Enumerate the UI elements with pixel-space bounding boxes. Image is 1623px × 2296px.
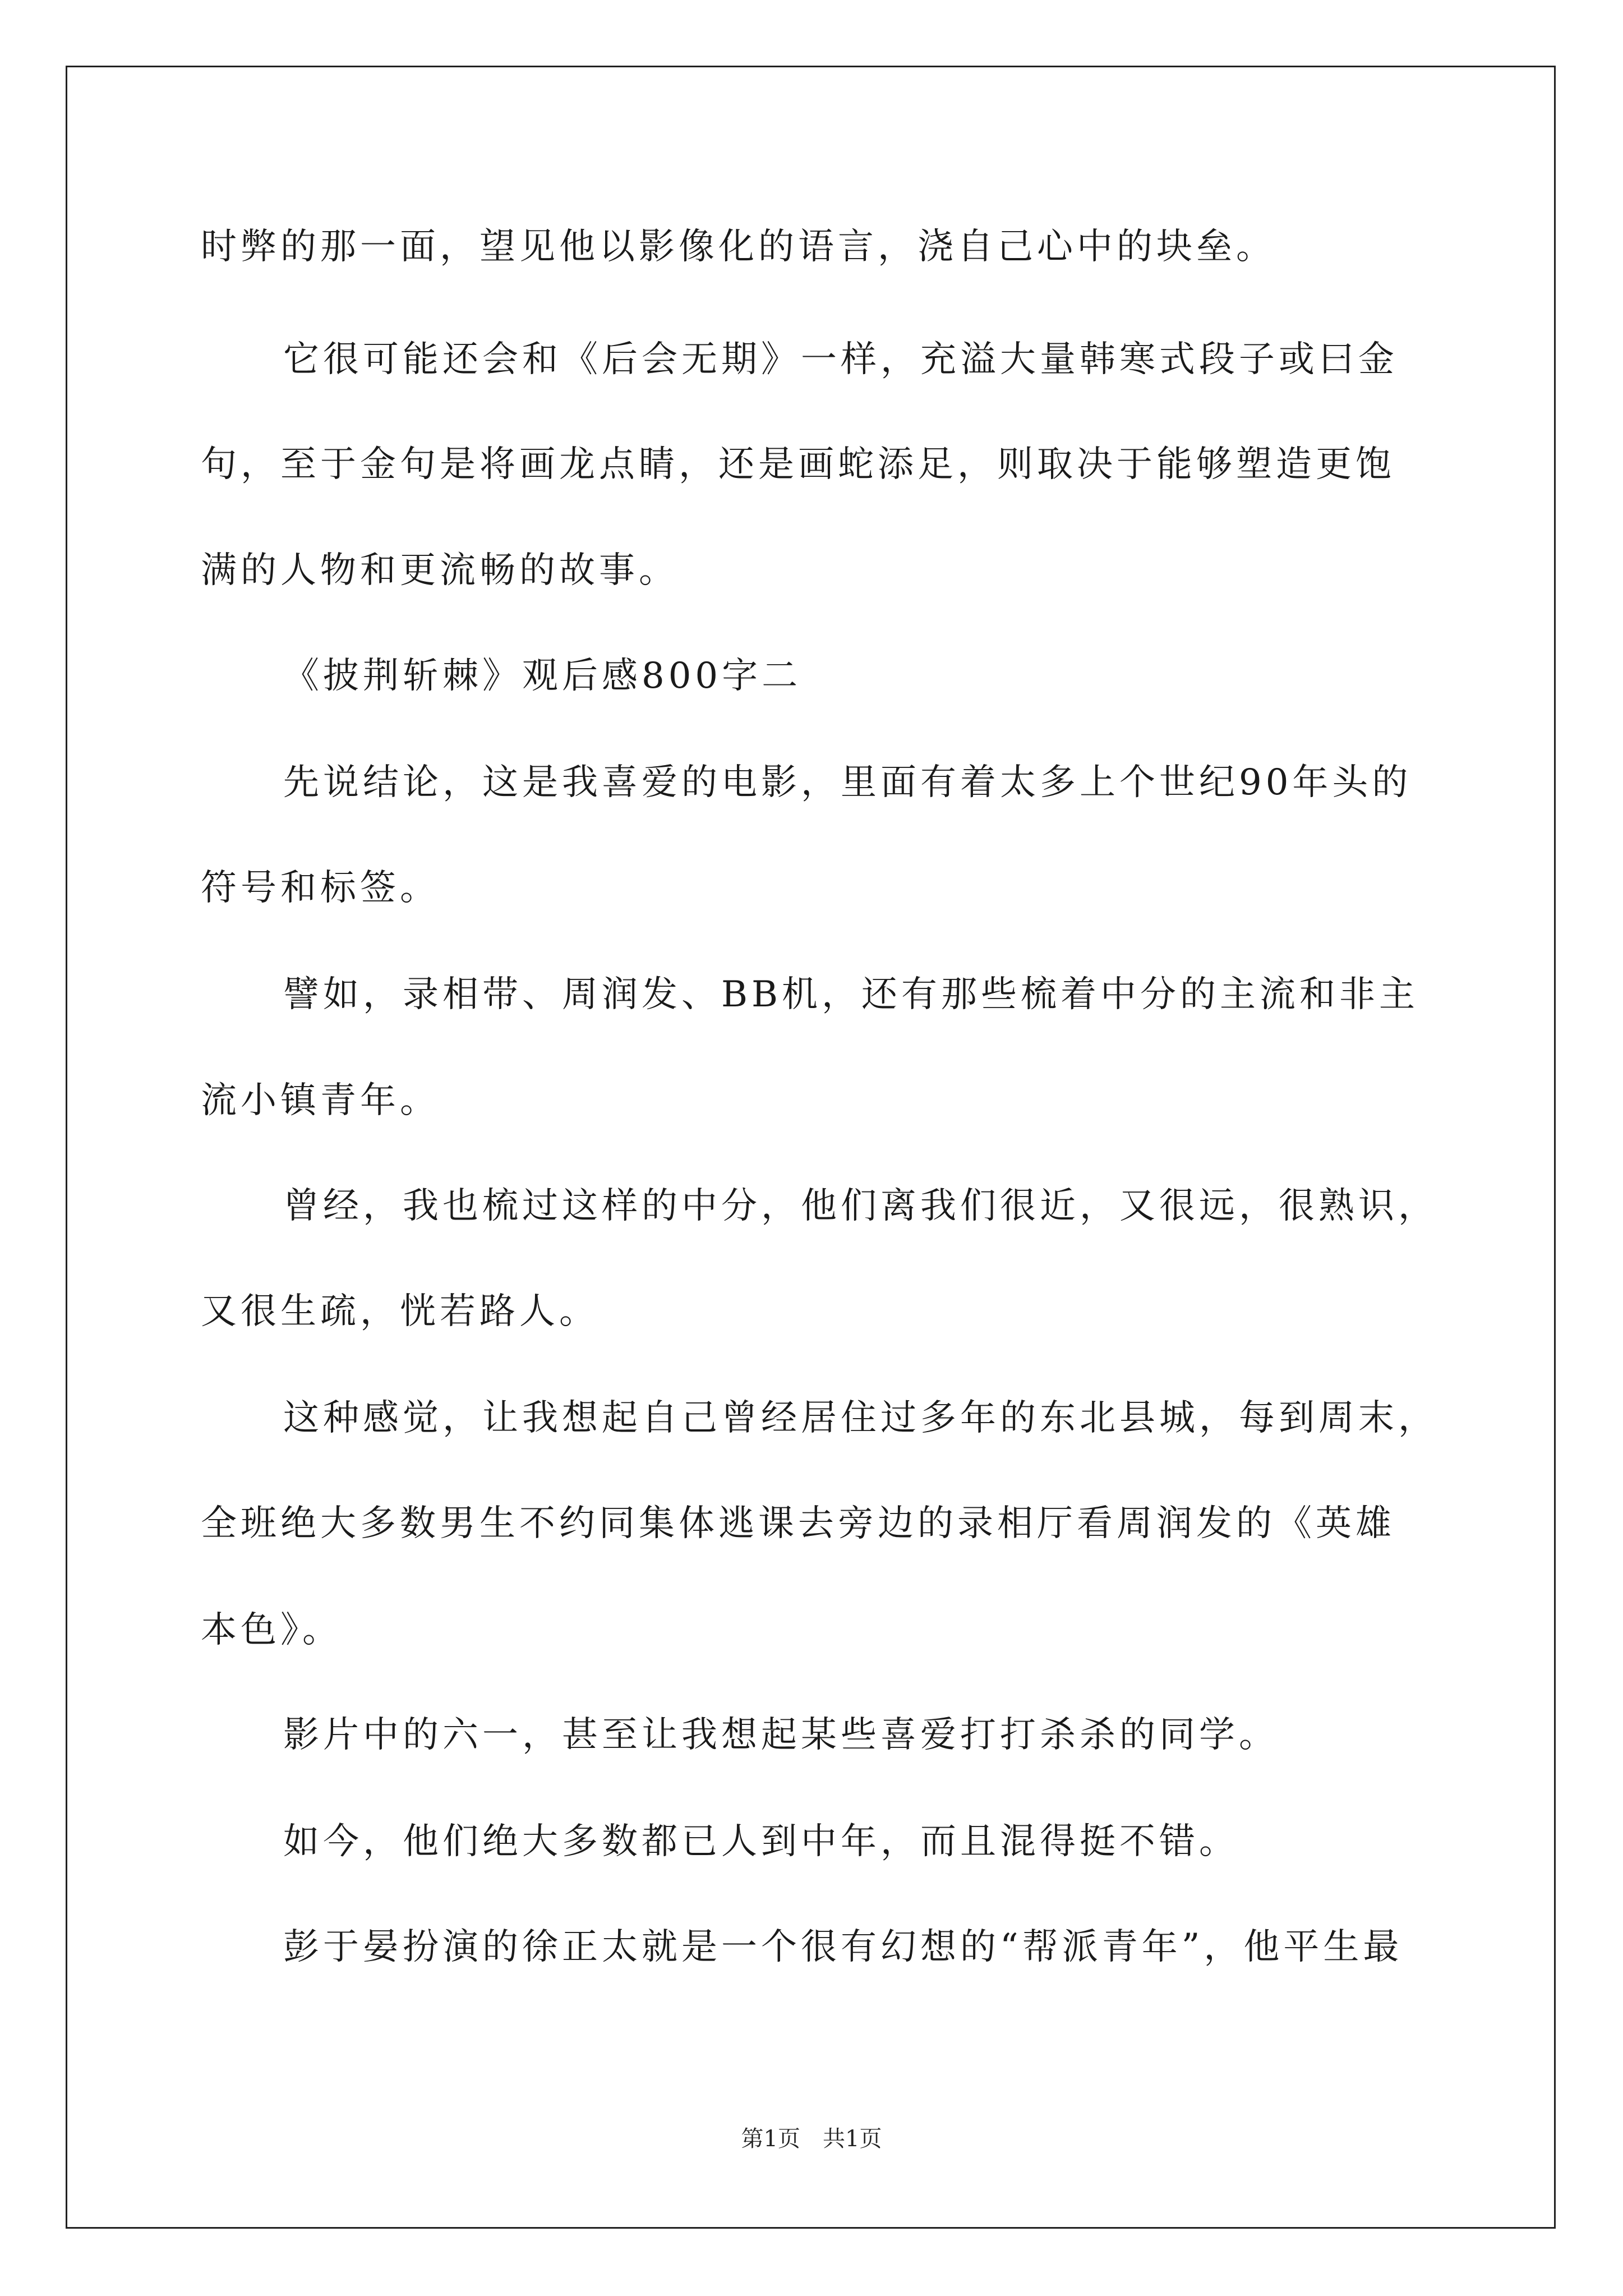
section-heading: 《披荆斩棘》观后感800字二 — [283, 655, 802, 697]
paragraph-line: 影片中的六一，甚至让我想起某些喜爱打打杀杀的同学。 — [283, 1714, 1279, 1756]
paragraph-line: 又很生疏，恍若路人。 — [201, 1291, 599, 1332]
paragraph-line: 它很可能还会和《后会无期》一样，充溢大量韩寒式段子或曰金 — [283, 339, 1398, 380]
paragraph-line: 譬如，录相带、周润发、BB机，还有那些梳着中分的主流和非主 — [283, 974, 1419, 1015]
paragraph-line: 先说结论，这是我喜爱的电影，里面有着太多上个世纪90年头的 — [283, 762, 1412, 803]
page-border — [66, 66, 1556, 2229]
paragraph-line: 彭于晏扮演的徐正太就是一个很有幻想的“帮派青年”，他平生最 — [283, 1926, 1403, 1968]
paragraph-line: 时弊的那一面，望见他以影像化的语言，浇自己心中的块垒。 — [201, 226, 1276, 268]
paragraph-line: 流小镇青年。 — [201, 1080, 440, 1121]
paragraph-line: 句，至于金句是将画龙点睛，还是画蛇添足，则取决于能够塑造更饱 — [201, 444, 1395, 485]
paragraph-line: 符号和标签。 — [201, 867, 440, 909]
paragraph-line: 曾经，我也梳过这样的中分，他们离我们很近，又很远，很熟识， — [283, 1185, 1438, 1227]
paragraph-line: 如今，他们绝大多数都已人到中年，而且混得挺不错。 — [283, 1821, 1239, 1862]
page-number-footer: 第1页 共1页 — [741, 2126, 882, 2152]
paragraph-line: 全班绝大多数男生不约同集体逃课去旁边的录相厅看周润发的《英雄 — [201, 1503, 1395, 1544]
paragraph-line: 本色》。 — [201, 1609, 342, 1651]
paragraph-line: 满的人物和更流畅的故事。 — [201, 550, 679, 591]
paragraph-line: 这种感觉，让我想起自己曾经居住过多年的东北县城，每到周末， — [283, 1397, 1438, 1439]
